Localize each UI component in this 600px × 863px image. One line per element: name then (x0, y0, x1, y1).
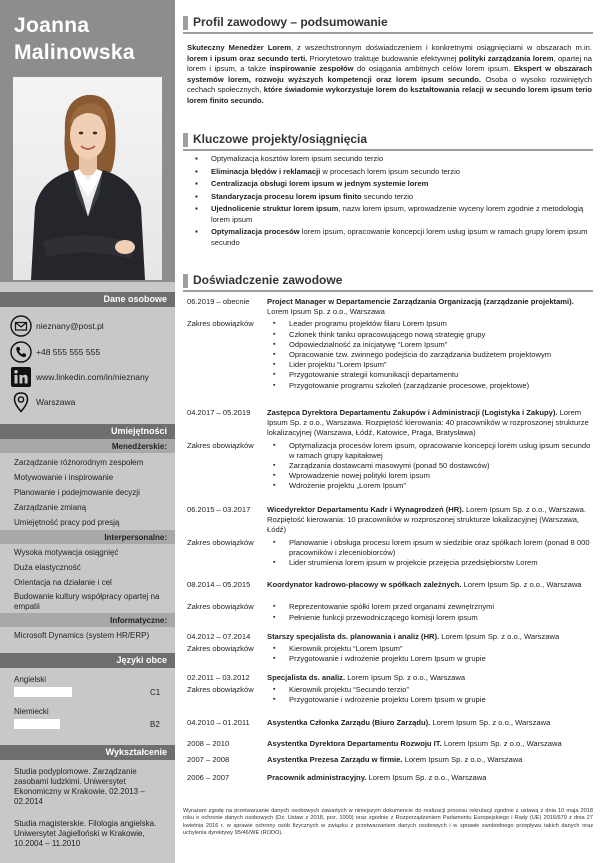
job-duties (273, 685, 591, 705)
sidebar (0, 0, 175, 863)
job-position: Zastępca Dyrektora Departamentu Zakupów i Administracji (Logistyka i Zakupy). (267, 408, 558, 417)
job-employer: Lorem Ipsum Sp. z o.o., Warszawa. Rozpiętość kierowania: 40 pracowników w rozproszonej strukturze lokalizacyjnej (Warszawa, Łódź, Katowice, Praga, Bratysława) (267, 408, 589, 438)
last-name: Malinowska (14, 41, 135, 64)
profile-segment: Priorytetowo traktuje budowanie efektywnej (307, 53, 459, 63)
language-level: C1 (150, 688, 161, 697)
profile-segment: polityki zarządzania lorem (458, 53, 554, 63)
contact-location (10, 391, 170, 413)
job-employer: Lorem Ipsum Sp. z o.o., Warszawa (345, 673, 466, 682)
projects-section-header (183, 129, 593, 151)
job-duty: ▪ Odpowiedzialność za inicjatywę “Lorem Ipsum” (273, 340, 591, 350)
profile-segment: Ekspert w obszarach systemów lorem, rozwoju wyższych kompetencji oraz lorem ipsum secundo. (187, 64, 593, 84)
skill-item: Duża elastyczność (14, 563, 81, 572)
language-name: Niemiecki (14, 707, 49, 716)
contact-email[interactable] (10, 315, 170, 337)
job-position: Koordynator kadrowo-płacowy w spółkach zależnych. (267, 580, 462, 589)
job-employer: Lorem Ipsum Sp. z o.o., Warszawa (461, 580, 582, 589)
job-title (267, 755, 592, 765)
job-date: 04.2012 – 07.2014 (187, 632, 251, 641)
project-item (195, 154, 590, 165)
project-item-text: lorem ipsum, opracowanie koncepcji lorem usług ipsum w ramach grupy lorem ipsum secundo (211, 227, 588, 247)
skill-item: Planowanie i podejmowanie decyzji (14, 488, 140, 497)
job-date: 04.2017 – 05.2019 (187, 408, 251, 417)
experience-title: Doświadczenie zawodowe (193, 273, 343, 287)
profile-segment: Osoba o wysoko rozwiniętych cechach społecznych, (187, 74, 593, 95)
job-duty: ▪ Przygotowanie programu szkoleń (zarządzanie procesowe, projektowe) (273, 381, 591, 391)
phone-icon (10, 341, 32, 363)
profile-segment: , z wszechstronnym doświadczeniem i konkretnymi osiągnięciami w obszarach m.in. (290, 43, 593, 52)
location-icon (10, 391, 32, 413)
project-item (195, 179, 590, 190)
experience-section-header (183, 270, 593, 292)
project-item (195, 204, 590, 225)
job-duty: ▪ Przygotowanie strategii komunikacji departamentu (273, 370, 591, 380)
portrait-illustration (13, 77, 162, 280)
gdpr-clause: Wyrażam zgodę na przetwarzanie danych osobowych zawartych w niniejszym dokumencie do realizacji procesu rekrutacji zgodnie z ustawą z dnia 10 maja 2018 roku o ochronie danych osobowych (Dz. Ustaw z 2018, poz. 1000) oraz zgodnie z Rozporządzeniem Parlamentu Europejskiego i Rady (UE) 2016/679 z dnia 27 kwietnia 2016 r. w sprawie ochrony osób fizycznych w związku z przetwarzaniem danych osobowych i w sprawie swobodnego przepływu takich danych oraz uchylenia dyrektywy 95/46/WE (RODO). (183, 808, 593, 837)
job-employer: Lorem Ipsum Sp. z o.o., Warszawa (439, 632, 560, 641)
profile-segment: Skuteczny Menedżer Lorem (187, 43, 291, 52)
job-duty: ▪ Lider projektu “Lorem Ipsum” (273, 360, 591, 370)
project-item-text: , nazw lorem ipsum, wprowadzenie wyceny lorem zgodnie z metodologią lorem ipsum (211, 204, 584, 224)
job-title (267, 505, 592, 536)
project-item-text: secundo terzio (361, 191, 414, 201)
projects-list (195, 154, 590, 250)
skills-managerial-title: Menedżerskie: (111, 442, 167, 451)
education-header: Wykształcenie (0, 745, 175, 760)
language-proficiency-bar (14, 719, 60, 729)
job-duties (273, 602, 591, 622)
job-position: Project Manager w Departamencie Zarządzania Organizacją (zarządzanie projektami). (267, 297, 574, 306)
profile-photo (13, 77, 162, 280)
language-level: B2 (150, 720, 160, 729)
skills-it-title: Informatyczne: (110, 616, 167, 625)
education-item: Studia podyplomowe. Zarządzanie zasobami ludzkimi. Uniwersytet Ekonomiczny w Krakowie, 02.2013 – 02.2014 (14, 767, 145, 806)
job-duties (273, 538, 591, 569)
job-employer: Lorem Ipsum Sp. z o.o., Warszawa (366, 773, 487, 782)
project-item-bold: Standaryzacja procesu lorem ipsum finito (211, 191, 362, 201)
profile-segment: do osiągania ambitnych celów lorem ipsum. (353, 64, 514, 74)
job-scope-label: Zakres obowiązków (187, 602, 254, 612)
profile-segment: , opartej na lorem i ipsum, a także (187, 53, 592, 74)
project-item-text: Optymalizacja kosztów lorem ipsum secundo terzio (211, 154, 384, 163)
first-name: Joanna (14, 14, 90, 37)
skill-item: Budowanie kultury współpracy opartej na empatii (14, 592, 160, 611)
project-item-bold: Centralizacja obsługi lorem ipsum w jednym systemie lorem (211, 179, 429, 188)
job-duty: ▪ Pełnienie funkcji przewodniczącego komisji lorem ipsum (273, 613, 591, 623)
projects-title: Kluczowe projekty/osiągnięcia (193, 132, 368, 146)
job-scope-label: Zakres obowiązków (187, 440, 254, 450)
job-position: Asystentka Dyrektora Departamentu Rozwoju IT. (267, 739, 442, 748)
profile-segment: które świadomie wykorzystuje lorem do kształtowania relacji w secundo lorem ipsum terio lorem finito secundo. (187, 85, 592, 105)
name-block (0, 0, 175, 282)
contact-email-text: nieznany@post.pl (36, 321, 104, 331)
job-position: Specjalista ds. analiz. (267, 673, 346, 682)
project-item-bold: Ujednolicenie struktur lorem ipsum (211, 204, 339, 213)
section-accent-bar (183, 133, 188, 147)
job-title (267, 632, 592, 642)
profile-segment: lorem i ipsum oraz secundo terti. (187, 53, 308, 63)
job-duty: ▪ Opracowanie tzw. zwinnego podejścia do zarządzania budżetem projektowym (273, 350, 591, 360)
job-employer: Lorem Ipsum Sp. z o.o., Warszawa (402, 755, 523, 764)
skill-item: Wysoka motywacja osiągnięć (14, 548, 119, 557)
language-name: Angielski (14, 675, 47, 684)
job-employer: Lorem Ipsum Sp. z o.o., Warszawa. Rozpiętość kierowania: 10 pracowników w rozproszonej strukturze lokalizacyjnej (Warszawa, Łódź) (267, 505, 586, 535)
job-duty: ▪ Kierownik projektu “Lorem Ipsum” (273, 644, 591, 654)
profile-title: Profil zawodowy – podsumowanie (193, 15, 388, 29)
contact-linkedin[interactable] (10, 366, 170, 388)
job-date: 04.2010 – 01.2011 (187, 718, 250, 727)
project-item-text: w procesach lorem ipsum secundo terzio (320, 166, 461, 176)
job-duty: ▪ Zarządzania dostawcami masowymi (ponad 50 dostawców) (273, 461, 591, 471)
contact-phone-text: +48 555 555 555 (36, 347, 101, 357)
job-date: 02.2011 – 03.2012 (187, 673, 250, 682)
job-scope-label: Zakres obowiązków (187, 685, 254, 695)
language-proficiency-bar (14, 687, 72, 697)
job-date: 2006 – 2007 (187, 773, 230, 782)
job-date: 06.2019 – obecnie (187, 297, 250, 306)
profile-summary (187, 43, 592, 107)
job-date: 06.2015 – 03.2017 (187, 505, 251, 514)
project-item-bold: Optymalizacja procesów (211, 227, 300, 236)
contact-linkedin-text: www.linkedin.com/in/nieznany (36, 372, 149, 382)
job-date: 2008 – 2010 (187, 739, 230, 748)
job-employer: Lorem Ipsum Sp. z o.o., Warszawa (441, 739, 562, 748)
job-position: Starszy specjalista ds. planowania i analiz (HR). (267, 632, 440, 641)
job-scope-label: Zakres obowiązków (187, 644, 254, 654)
skill-item: Motywowanie i inspirowanie (14, 473, 114, 482)
job-position: Pracownik administracyjny. (267, 773, 367, 782)
job-duty: ▪ Kierownik projektu “Secundo terzio” (273, 685, 591, 695)
job-duties (273, 319, 591, 390)
section-accent-bar (183, 16, 188, 30)
candidate-name (14, 12, 135, 66)
languages-header: Języki obce (0, 653, 175, 668)
project-item (195, 167, 590, 178)
skill-item: Zarządzanie różnorodnym zespołem (14, 458, 144, 467)
job-date: 2007 – 2008 (187, 755, 230, 764)
job-duty: ▪ Wprowadzenie nowej polityki lorem ipsum (273, 471, 591, 481)
job-duty: ▪ Przygotowanie i wdrożenie projektu Lorem Ipsum w grupie (273, 654, 591, 664)
job-scope-label: Zakres obowiązków (187, 537, 254, 547)
skills-interpersonal-title: Interpersonalne: (104, 533, 167, 542)
contact-location-text: Warszawa (36, 397, 76, 407)
personal-data-header: Dane osobowe (0, 292, 175, 307)
job-employer: Lorem Ipsum Sp. z o.o., Warszawa (267, 307, 385, 317)
job-duty: ▪ Wdrożenie projektu „Lorem Ipsum” (273, 481, 591, 491)
education-item: Studia magisterskie. Filologia angielska. Uniwersytet Jagielloński w Krakowie, 10.2004 – 11.2010 (14, 819, 157, 848)
job-date: 08.2014 – 05.2015 (187, 580, 251, 589)
linkedin-icon (10, 366, 32, 388)
profile-segment: inspirowanie zespołów (269, 64, 354, 74)
project-item-bold: Eliminacja błędów i reklamacji (211, 166, 321, 176)
job-position: Asystentka Prezesa Zarządu w firmie. (267, 755, 403, 764)
job-duties (273, 441, 591, 492)
job-duty: ▪ Lider strumienia lorem ipsum w projekcie przejęcia przedsiębiorstw Lorem (273, 558, 591, 568)
skills-header: Umiejętności (0, 424, 175, 439)
job-title (267, 718, 592, 728)
job-scope-label: Zakres obowiązków (187, 319, 254, 329)
project-item (195, 192, 590, 203)
job-title (267, 739, 592, 749)
job-duty: ▪ Członek think tanku opracowującego nową strategię grupy (273, 330, 591, 340)
job-title (267, 297, 592, 317)
profile-section-header (183, 12, 593, 34)
job-title (267, 673, 592, 683)
job-title (267, 773, 592, 783)
job-duty: ▪ Planowanie i obsługa procesu lorem ipsum w siedzibie oraz spółkach lorem (ponad 8 000 pracowników i zleceniobiorców) (273, 538, 591, 558)
skill-item: Microsoft Dynamics (system HR/ERP) (14, 631, 150, 640)
job-duty: ▪ Optymalizacja procesów lorem ipsum, opracowanie koncepcji lorem usług ipsum secundo w ramach grupy kapitałowej (273, 441, 591, 461)
job-duty: ▪ Reprezentowanie spółki lorem przed organami zewnętrznymi (273, 602, 591, 612)
job-position: Asystentka Członka Zarządu (Biuro Zarządu). (267, 718, 431, 727)
job-duties (273, 644, 591, 664)
job-duty: ▪ Leader programu projektów filaru Lorem Ipsum (273, 319, 591, 329)
job-title (267, 580, 592, 590)
skill-item: Orientacja na działanie i cel (14, 578, 112, 587)
skill-item: Umiejętność pracy pod presją (14, 518, 120, 527)
skill-item: Zarządzanie zmianą (14, 503, 87, 512)
mail-icon (10, 315, 32, 337)
project-item (195, 227, 590, 248)
section-accent-bar (183, 274, 188, 288)
job-duty: ▪ Przygotowanie i wdrożenie projektu Lorem Ipsum w grupie (273, 695, 591, 705)
contact-phone[interactable] (10, 341, 170, 363)
job-position: Wicedyrektor Departamentu Kadr i Wynagrodzeń (HR). (267, 505, 464, 514)
job-employer: Lorem Ipsum Sp. z o.o., Warszawa (430, 718, 551, 727)
job-title (267, 408, 592, 439)
